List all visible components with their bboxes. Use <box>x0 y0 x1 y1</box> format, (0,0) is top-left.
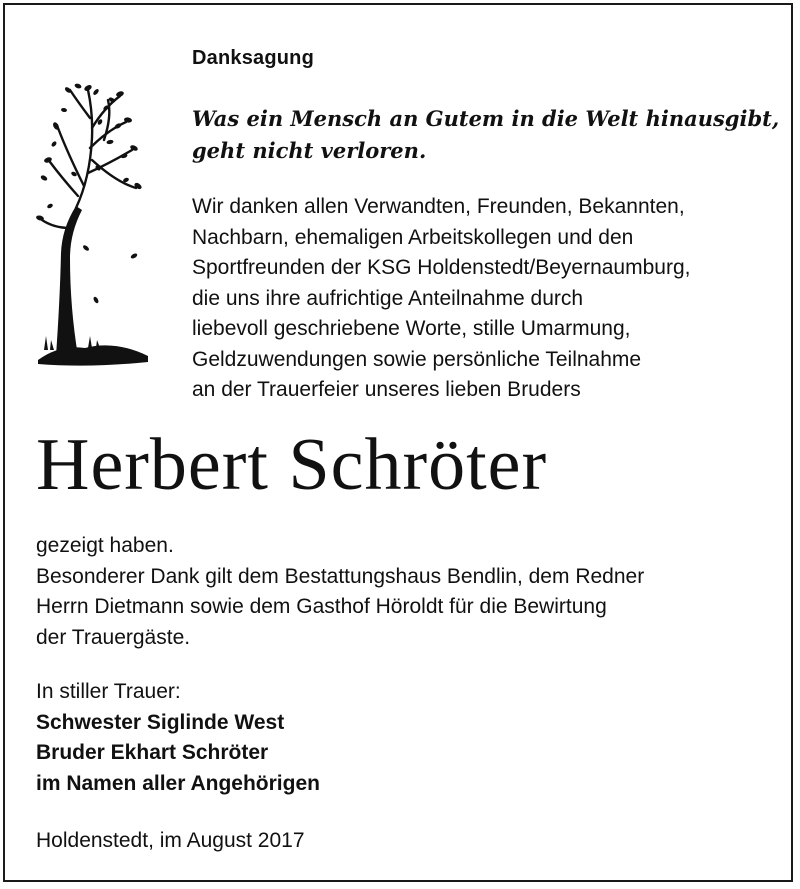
thanks-line: Geldzuwendungen sowie persönliche Teilnahme <box>192 347 642 371</box>
mourning-intro: In stiller Trauer: <box>36 680 181 703</box>
motto-line: geht nicht verloren. <box>192 138 427 163</box>
thanks-line: Nachbarn, ehemaligen Arbeitskollegen und den <box>192 225 634 249</box>
notice-heading: Danksagung <box>192 47 315 69</box>
mourner-name: Schwester Siglinde West <box>36 710 285 734</box>
place-date: Holdenstedt, im August 2017 <box>36 829 305 852</box>
closing-line: gezeigt haben. <box>36 534 174 557</box>
closing-line: der Trauergäste. <box>36 625 191 649</box>
motto-line: Was ein Mensch an Gutem in die Welt hinausgibt, <box>192 106 780 131</box>
thanks-paragraph <box>192 192 792 406</box>
closing-line: Besonderer Dank gilt dem Bestattungshaus Bendlin, dem Redner <box>36 564 645 588</box>
mourner-name: im Namen aller Angehörigen <box>36 771 320 795</box>
thanks-line: die uns ihre aufrichtige Anteilnahme durch <box>192 286 584 310</box>
mourners-block <box>36 677 776 799</box>
thanks-line: Sportfreunden der KSG Holdenstedt/Beyernaumburg, <box>192 256 691 279</box>
deceased-name: Herbert Schröter <box>36 424 548 506</box>
mourner-name: Bruder Ekhart Schröter <box>36 741 269 764</box>
tree-icon <box>30 78 150 368</box>
closing-line: Herrn Dietmann sowie dem Gasthof Höroldt für die Bewirtung <box>36 595 607 618</box>
motto-quote <box>192 103 782 167</box>
closing-paragraph <box>36 531 776 653</box>
thanks-line: liebevoll geschriebene Worte, stille Umarmung, <box>192 317 631 340</box>
thanks-line: Wir danken allen Verwandten, Freunden, Bekannten, <box>192 195 685 218</box>
thanks-line: an der Trauerfeier unseres lieben Bruders <box>192 378 581 401</box>
